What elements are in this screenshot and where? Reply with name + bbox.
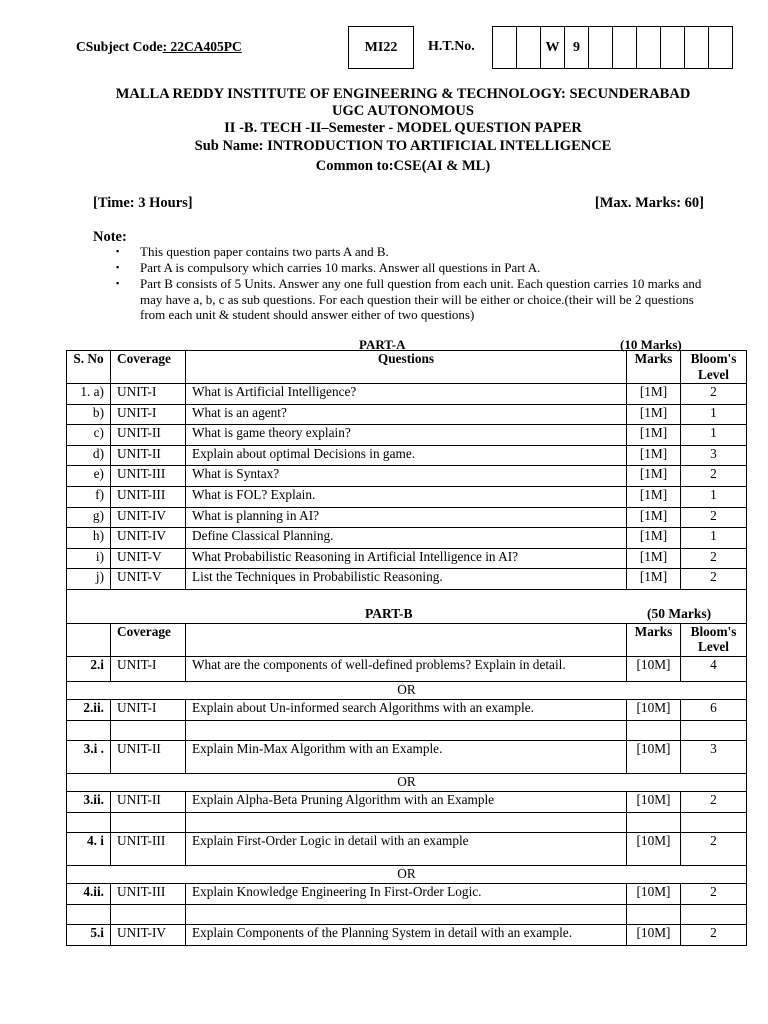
question: What is Syntax? [186,466,627,487]
blooms-level: 2 [681,548,747,569]
question-table [66,350,747,946]
notes-list [115,244,705,323]
coverage: UNIT-II [111,740,186,773]
or-row [67,865,747,883]
ht-cell [636,26,661,69]
sno: 4. i [67,832,111,865]
ht-cell [588,26,613,69]
regulation-code: MI22 [364,40,398,55]
part-b-heading-row [67,589,747,623]
marks: [10M] [627,924,681,945]
ht-cell: 9 [564,26,589,69]
coverage: UNIT-I [111,404,186,425]
marks: [10M] [627,656,681,681]
question: Explain Knowledge Engineering In First-Order Logic. [186,883,627,904]
note-text: Part A is compulsory which carries 10 marks. Answer all questions in Part A. [140,260,541,275]
coverage: UNIT-IV [111,528,186,549]
sno: d) [67,445,111,466]
subject-code [76,39,242,55]
ht-cell [684,26,709,69]
sno: 5.i [67,924,111,945]
question: Explain Alpha-Beta Pruning Algorithm with an Example [186,791,627,812]
marks: [1M] [627,507,681,528]
blank-cell [67,812,111,832]
note-item [115,276,705,323]
col-marks: Marks [627,351,681,384]
note-text: This question paper contains two parts A and B. [140,244,389,259]
coverage: UNIT-II [111,791,186,812]
marks: [1M] [627,569,681,590]
blank-cell [627,720,681,740]
coverage: UNIT-IV [111,507,186,528]
table-row [67,404,747,425]
table-row [67,548,747,569]
sno: 1. a) [67,384,111,405]
table-row [67,425,747,446]
marks: [10M] [627,883,681,904]
blooms-level: 2 [681,384,747,405]
question: Explain Min-Max Algorithm with an Example. [186,740,627,773]
col-sno [67,623,111,656]
or-separator: OR [67,773,747,791]
table-row [67,883,747,904]
question: What is game theory explain? [186,425,627,446]
col-coverage: Coverage [111,351,186,384]
regulation-box [348,26,414,69]
sno: j) [67,569,111,590]
hall-ticket-grid [493,26,733,69]
blank-cell [186,904,627,924]
coverage: UNIT-II [111,445,186,466]
subject-name: Sub Name: INTRODUCTION TO ARTIFICIAL INTELLIGENCE [194,138,612,154]
col-blooms-level: Bloom's Level [681,351,747,384]
blank-cell [186,720,627,740]
blank-cell [111,720,186,740]
ht-cell [612,26,637,69]
bullet-icon: ▪ [116,246,120,256]
coverage: UNIT-V [111,569,186,590]
coverage: UNIT-I [111,699,186,720]
coverage: UNIT-III [111,883,186,904]
question: What is planning in AI? [186,507,627,528]
blooms-level: 1 [681,425,747,446]
blank-row [67,904,747,924]
or-row [67,773,747,791]
col-marks: Marks [627,623,681,656]
ht-cell: W [540,26,565,69]
col-questions: Questions [186,351,627,384]
coverage: UNIT-IV [111,924,186,945]
question: List the Techniques in Probabilistic Reasoning. [186,569,627,590]
sno: 3.ii. [67,791,111,812]
blooms-level: 6 [681,699,747,720]
sno: i) [67,548,111,569]
col-sno: S. No [67,351,111,384]
table-row [67,740,747,773]
coverage: UNIT-III [111,466,186,487]
ht-cell [660,26,685,69]
part-b-header-row [67,623,747,656]
exam-duration: [Time: 3 Hours] [93,195,193,211]
subject-code-label: CSubject Code [76,39,163,54]
table-row [67,699,747,720]
col-blooms-level: Bloom's Level [681,623,747,656]
question: What is FOL? Explain. [186,486,627,507]
ht-cell [708,26,733,69]
blooms-level: 2 [681,507,747,528]
table-row [67,445,747,466]
part-a-label: PART-A [359,337,406,352]
blank-row [67,812,747,832]
blank-cell [67,720,111,740]
blooms-level: 2 [681,791,747,812]
table-row [67,528,747,549]
common-to: Common to:CSE(AI & ML) [315,158,491,174]
part-a-marks: (10 Marks) [620,337,682,352]
bullet-icon: ▪ [116,278,120,288]
sno: b) [67,404,111,425]
blank-cell [111,904,186,924]
sno: h) [67,528,111,549]
note-item [115,244,705,260]
coverage: UNIT-II [111,425,186,446]
table-row [67,656,747,681]
blooms-level: 2 [681,883,747,904]
part-b-marks: (50 Marks) [647,605,712,621]
max-marks: [Max. Marks: 60] [594,195,704,211]
table-row [67,924,747,945]
table-row [67,832,747,865]
coverage: UNIT-I [111,384,186,405]
marks: [1M] [627,486,681,507]
blooms-level: 3 [681,740,747,773]
table-row [67,569,747,590]
part-a-header-row [67,351,747,384]
part-b-label: PART-B [365,605,413,621]
blooms-level: 4 [681,656,747,681]
blank-cell [111,812,186,832]
blank-cell [627,812,681,832]
exam-title: II -B. TECH -II–Semester - MODEL QUESTION PAPER [224,120,582,136]
marks: [10M] [627,740,681,773]
blank-cell [681,720,747,740]
table-row [67,791,747,812]
marks: [10M] [627,699,681,720]
blank-cell [627,904,681,924]
question: What are the components of well-defined problems? Explain in detail. [186,656,627,681]
marks: [1M] [627,384,681,405]
marks: [1M] [627,404,681,425]
note-text: Part B consists of 5 Units. Answer any one full question from each unit. Each question carries 10 marks and may have a, b, c as sub questions. For each question their will be either or choice.(their will be 2 questions from each unit & student should answer either of two questions) [140,276,702,322]
part-b-heading-cell [67,589,747,623]
sno: 4.ii. [67,883,111,904]
sno: 2.i [67,656,111,681]
note-item [115,260,705,276]
question: What Probabilistic Reasoning in Artificial Intelligence in AI? [186,548,627,569]
blooms-level: 3 [681,445,747,466]
blooms-level: 2 [681,466,747,487]
question: What is Artificial Intelligence? [186,384,627,405]
autonomous-title: UGC AUTONOMOUS [332,103,474,119]
bullet-icon: ▪ [116,262,120,272]
or-separator: OR [67,865,747,883]
blooms-level: 1 [681,528,747,549]
ht-cell [492,26,517,69]
sno: e) [67,466,111,487]
blank-cell [186,812,627,832]
sno: g) [67,507,111,528]
table-row [67,466,747,487]
marks: [1M] [627,445,681,466]
blooms-level: 2 [681,832,747,865]
marks: [1M] [627,466,681,487]
blooms-level: 2 [681,569,747,590]
sno: f) [67,486,111,507]
marks: [10M] [627,832,681,865]
ht-cell [516,26,541,69]
blank-cell [67,904,111,924]
subject-code-value: : 22CA405PC [162,39,242,54]
blank-cell [681,904,747,924]
coverage: UNIT-V [111,548,186,569]
col-questions [186,623,627,656]
sno: 3.i . [67,740,111,773]
or-separator: OR [67,681,747,699]
marks: [1M] [627,425,681,446]
blank-cell [681,812,747,832]
coverage: UNIT-III [111,832,186,865]
question: Explain about Un-informed search Algorithms with an example. [186,699,627,720]
blooms-level: 2 [681,924,747,945]
question: What is an agent? [186,404,627,425]
table-row [67,486,747,507]
table-row [67,384,747,405]
note-heading: Note: [93,229,127,245]
coverage: UNIT-III [111,486,186,507]
question: Explain about optimal Decisions in game. [186,445,627,466]
coverage: UNIT-I [111,656,186,681]
table-row [67,507,747,528]
question: Define Classical Planning. [186,528,627,549]
blank-row [67,720,747,740]
sno: c) [67,425,111,446]
marks: [1M] [627,528,681,549]
marks: [10M] [627,791,681,812]
hall-ticket-label: H.T.No. [428,39,475,54]
question: Explain First-Order Logic in detail with an example [186,832,627,865]
col-coverage: Coverage [111,623,186,656]
or-row [67,681,747,699]
question: Explain Components of the Planning System in detail with an example. [186,924,627,945]
blooms-level: 1 [681,404,747,425]
sno: 2.ii. [67,699,111,720]
blooms-level: 1 [681,486,747,507]
institute-title: MALLA REDDY INSTITUTE OF ENGINEERING & TECHNOLOGY: SECUNDERABAD [115,86,691,102]
marks: [1M] [627,548,681,569]
